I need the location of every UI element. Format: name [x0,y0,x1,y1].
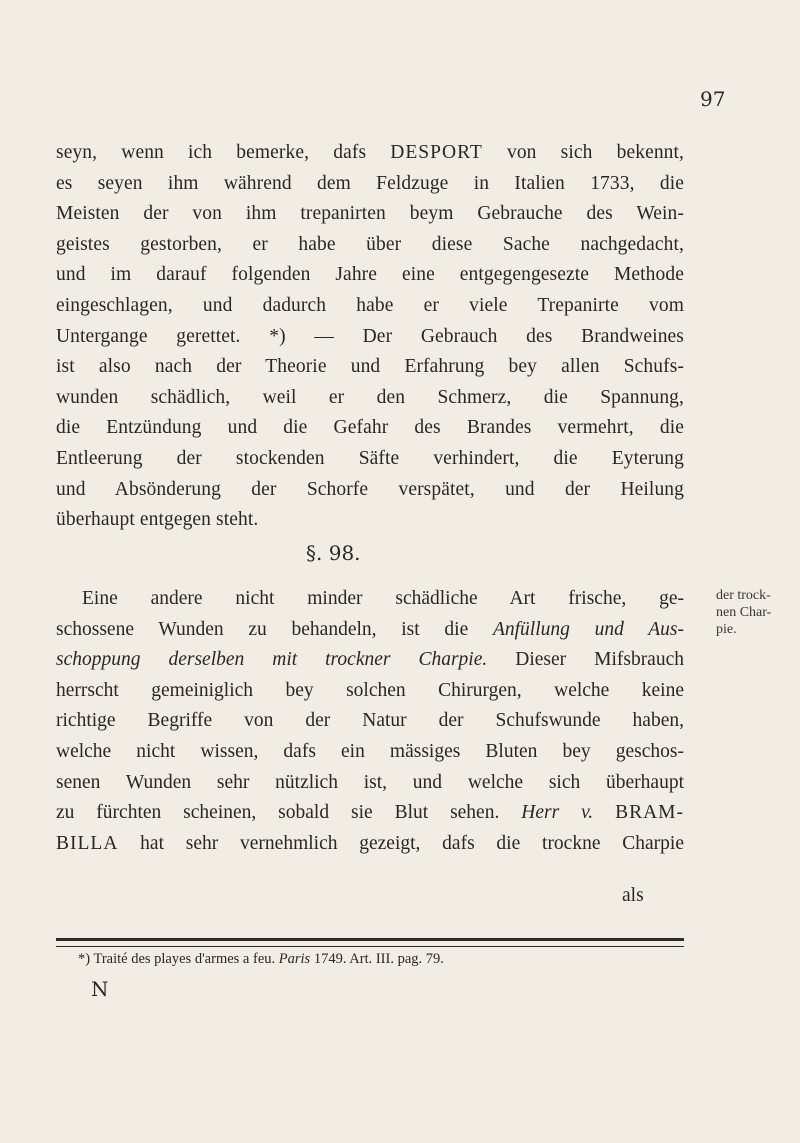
margin-note-line: nen Char- [716,605,772,620]
text-line: Meisten der von ihm trepanirten beym Gebrauche des Wein- [56,203,684,225]
text-line: welche nicht wissen, dafs ein mässiges Bluten bey geschos- [56,740,684,762]
text-line: wunden schädlich, weil er den Schmerz, die Spannung, [56,386,684,408]
text-line: BILLA hat sehr vernehmlich gezeigt, dafs die trockne Charpie [56,832,684,854]
text-line: es seyen ihm während dem Feldzuge in Italien 1733, die [56,172,684,194]
footnote-reference: 1749. Art. III. pag. 79. [313,951,444,967]
paragraph-1 [56,138,684,536]
author-name-brambilla: BILLA [56,832,119,854]
footnote [78,951,444,968]
text-line: schoppung derselben mit trockner Charpie. Dieser Mifsbrauch [56,649,684,671]
text-line: Eine andere nicht minder schädliche Art frische, ge- [82,588,684,609]
text-line: geistes gestorben, er habe über diese Sache nachgedacht, [56,233,684,255]
text-line: richtige Begriffe von der Natur der Schufswunde haben, [56,710,684,732]
paragraph-2 [56,584,684,859]
text-line: und im darauf folgenden Jahre eine entgegengesezte Methode [56,264,684,286]
author-name-brambilla: BRAM- [615,802,684,824]
text-line: seyn, wenn ich bemerke, dafs DESPORT von sich bekennt, [56,142,685,163]
text-line: Untergange gerettet. *) — Der Gebrauch des Brandweines [56,325,684,347]
text-line: schossene Wunden zu behandeln, ist die Anfüllung und Aus- [56,618,684,640]
footnote-rule [56,938,684,947]
author-name-desport: DESPORT [390,142,483,163]
page-number: 97 [700,87,726,111]
text-line: zu fürchten scheinen, sobald sie Blut sehen. Herr v. BRAM- [56,802,684,824]
text-line: überhaupt entgegen steht. [56,509,259,531]
text-line: die Entzündung und die Gefahr des Brandes vermehrt, die [56,417,684,439]
margin-note [716,587,796,638]
text-line: Entleerung der stockenden Säfte verhindert, die Eyterung [56,447,684,469]
book-page: 97 seyn, wenn ich bemerke, dafs DESPORT von sich bekennt, es seyen ihm während dem Feldzuge in Italien 1733, die Meisten der von ihm trepanirten beym Gebrauche des Wein- geistes gestorben, er habe über diese Sache nachgedacht, und im darauf folgenden Jahre eine entgegengesezte Methode eingeschlagen, und dadurch habe er viele Trepanirte vom Untergange gerettet. *) — Der Gebrauch des Brandweines ist also nach der Theorie und Erfahrung bey allen Schufs- wunden schädlich, weil er den Schmerz, die Spannung, die Entzündung und die Gefahr des Brandes vermehrt, die Entleerung der stockenden Säfte verhindert, die Eyterung und Absönderung der Schorfe verspätet, und der Heilung überhaupt entgegen steht. §. 98. Eine andere nicht minder schädliche Art frische, ge- schossene Wunden zu behandeln, ist die Anfüllung und Aus- schoppung derselben mit trockner Charpie. Dieser Mifsbrauch herrscht gemeiniglich bey solchen Chirurgen, welche keine richtige Begriffe von der Natur der Schufswunde haben, welche nicht wissen, dafs ein mässiges Bluten bey geschos- senen Wunden sehr nützlich ist, und welche sich überhaupt zu fürchten scheinen, sobald sie Blut sehen. Herr v. BRAM- BILLA hat sehr vernehmlich gezeigt, dafs die trockne Charpie als der trock- nen Char- pie. *) Traité des playes d'armes a feu. Paris 1749. Art. III. pag. 79. N [0,0,800,1143]
margin-note-line: pie. [716,622,737,637]
text-line: und Absönderung der Schorfe verspätet, und der Heilung [56,478,684,500]
emphasis: Herr v. [521,802,594,824]
emphasis: Anfüllung und Aus- [492,618,684,640]
footnote-mark: *) [78,951,91,967]
text-line: herrscht gemeiniglich bey solchen Chirurgen, welche keine [56,679,684,701]
text-line: eingeschlagen, und dadurch habe er viele Trepanirte vom [56,294,684,316]
catchword: als [622,885,644,906]
emphasis: schoppung derselben mit trockner Charpie. [56,649,488,671]
text-line: ist also nach der Theorie und Erfahrung bey allen Schufs- [56,356,684,378]
text-line: senen Wunden sehr nützlich ist, und welche sich überhaupt [56,771,684,793]
footnote-place: Paris [278,951,311,967]
margin-note-line: der trock- [716,588,771,603]
signature-mark: N [91,977,109,1001]
footnote-title: Traité des playes d'armes a feu. [93,951,276,967]
